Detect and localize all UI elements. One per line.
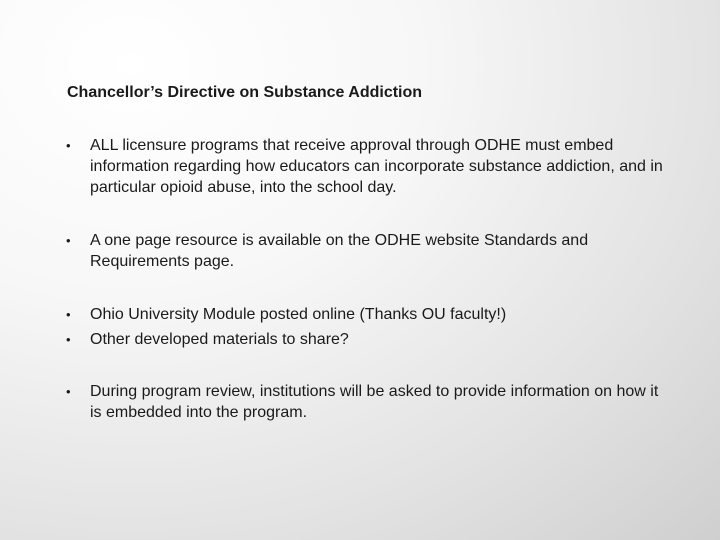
bullet-item	[66, 381, 666, 423]
bullet-marker: •	[66, 384, 71, 399]
bullet-text: Ohio University Module posted online (Thanks OU faculty!)	[90, 306, 507, 323]
slide-title: Chancellor’s Directive on Substance Addiction	[67, 84, 423, 101]
bullet-marker: •	[66, 138, 71, 153]
bullet-text: During program review, institutions will be asked to provide information on how it is embedded into the program.	[90, 383, 659, 421]
bullet-marker: •	[66, 332, 71, 347]
bullet-item	[66, 304, 666, 325]
bullet-marker: •	[66, 233, 71, 248]
bullet-item	[66, 135, 666, 198]
bullet-item	[66, 230, 666, 272]
bullet-marker: •	[66, 307, 71, 322]
bullet-text: A one page resource is available on the ODHE website Standards and Requirements page.	[90, 232, 589, 270]
bullet-text: Other developed materials to share?	[90, 331, 349, 348]
bullet-item	[66, 329, 666, 350]
bullet-text: ALL licensure programs that receive approval through ODHE must embed information regarding how educators can incorporate substance addiction, and in particular opioid abuse, into the school day.	[90, 137, 663, 196]
